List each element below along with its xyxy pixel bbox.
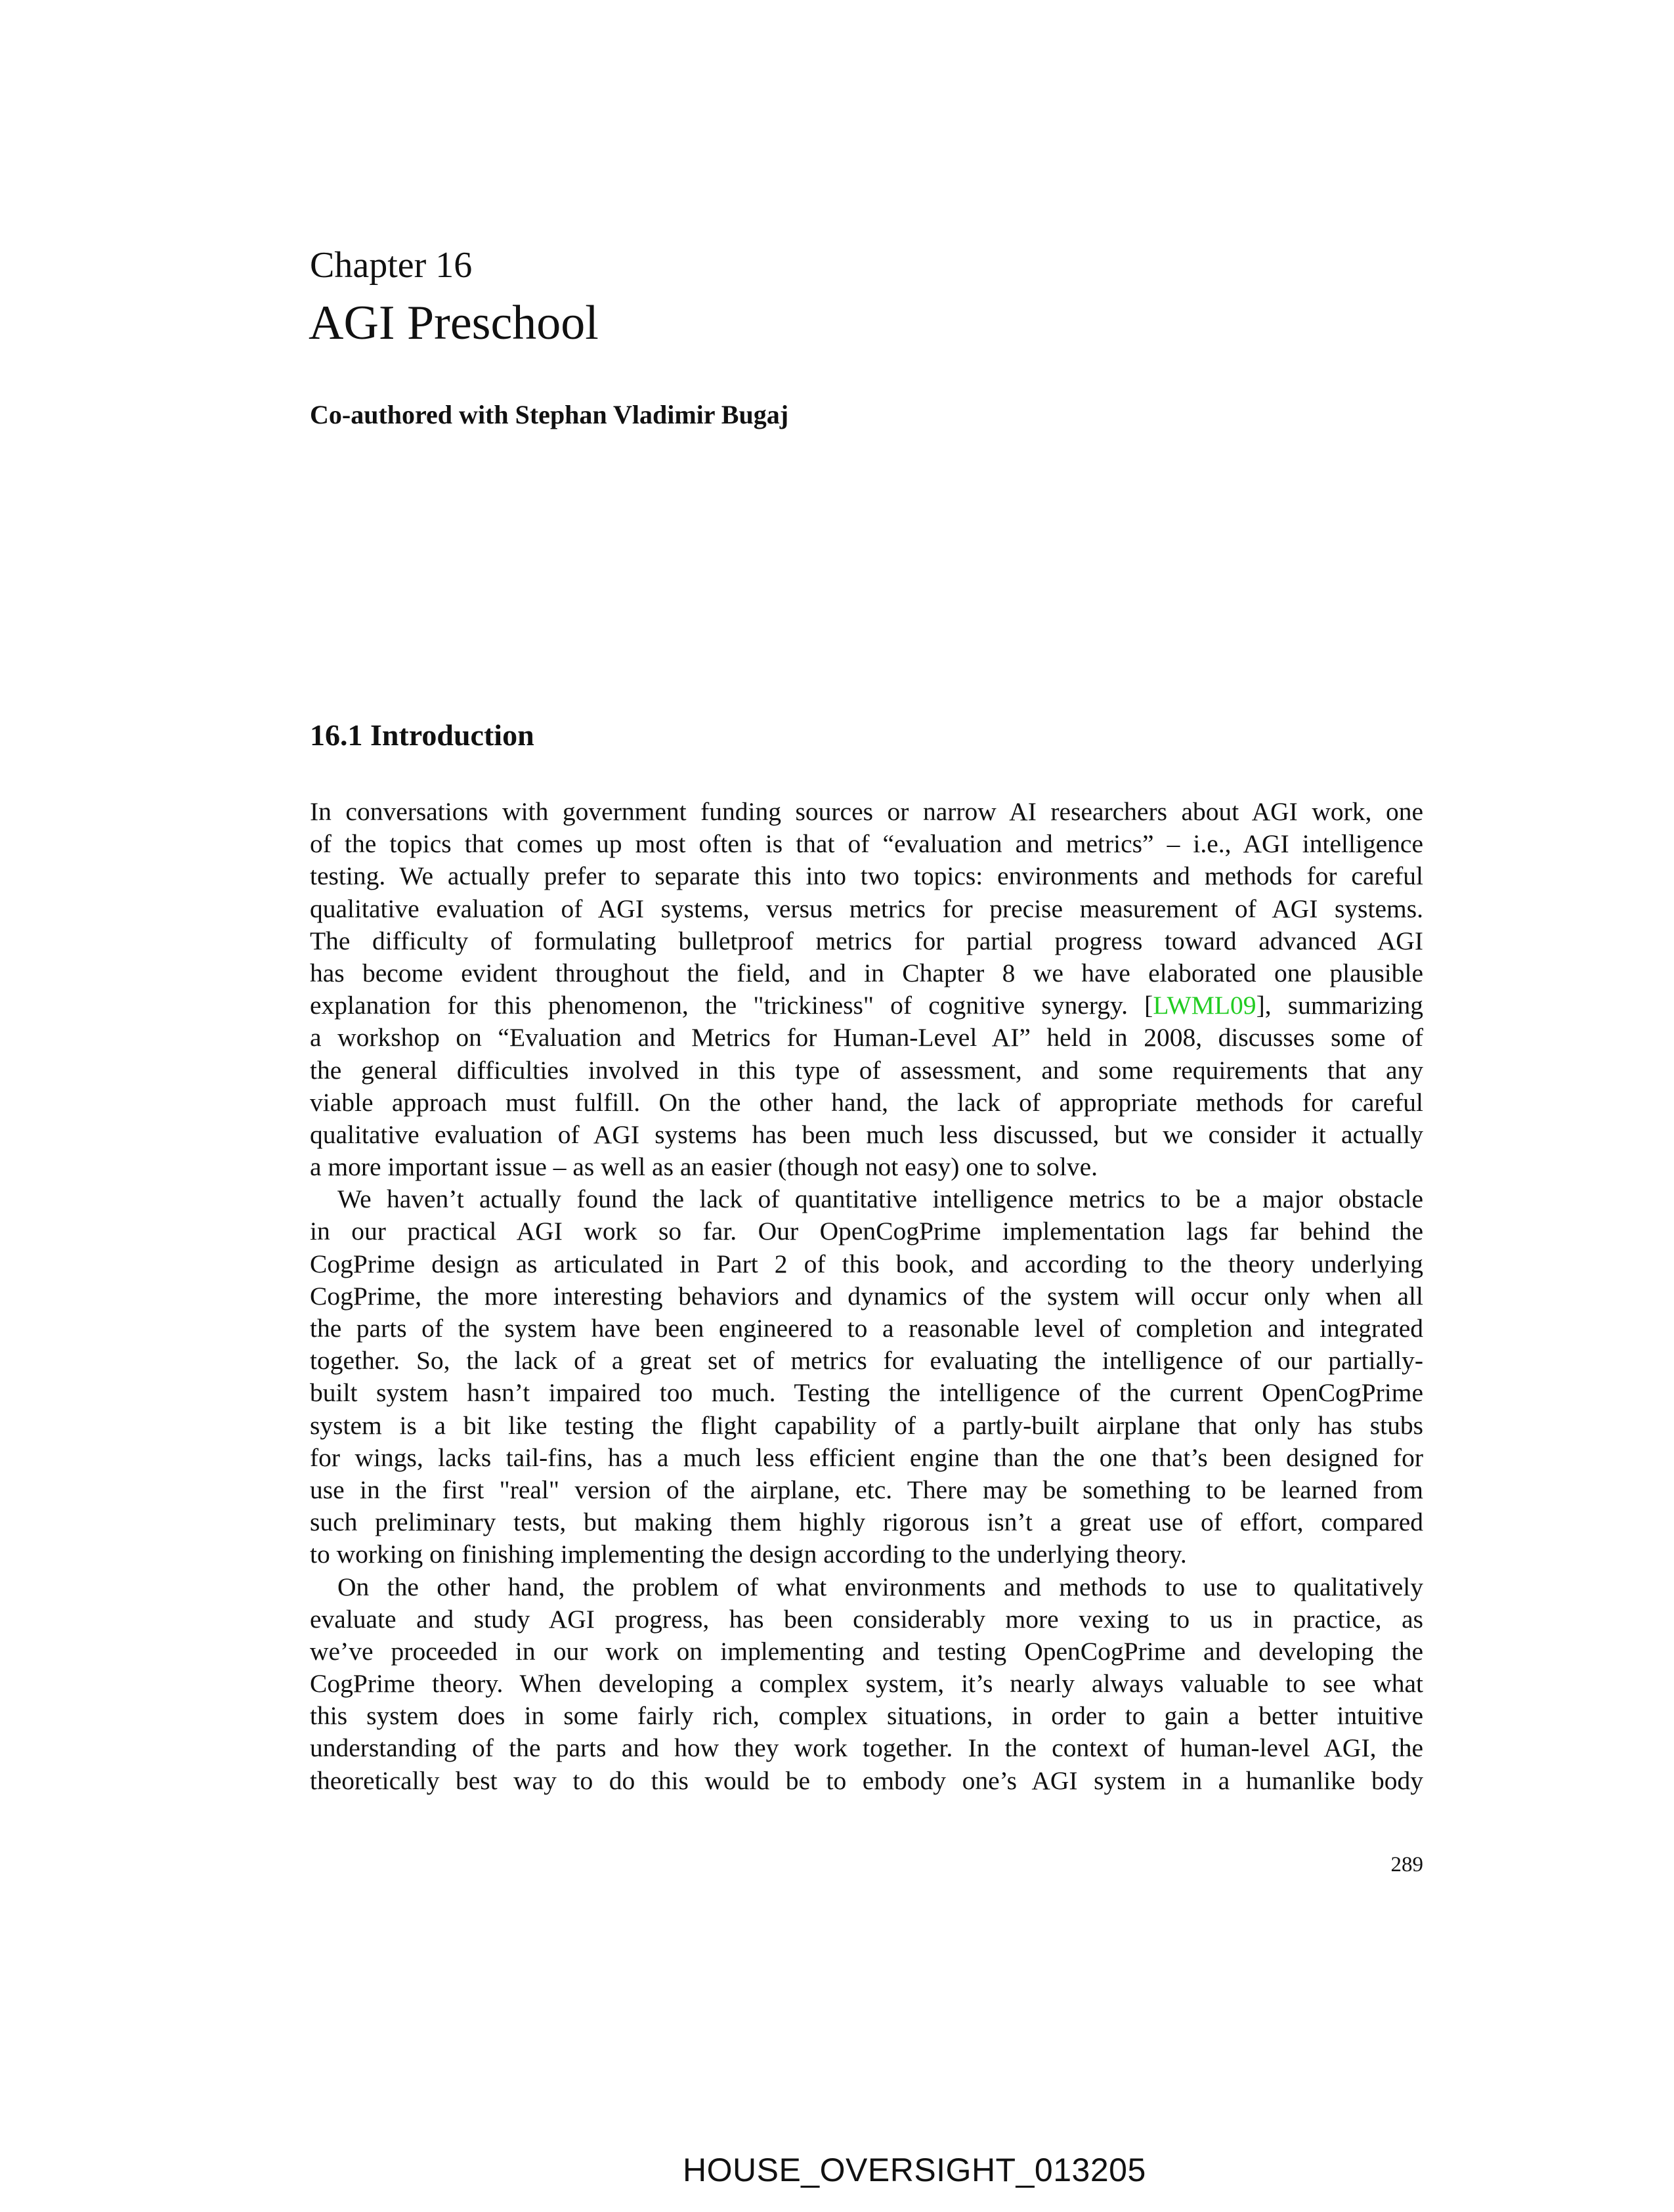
text-line: in our practical AGI work so far. Our OpenCogPrime implementation lags far behind the: [310, 1217, 1423, 1246]
text-line: we’ve proceeded in our work on implementing and testing OpenCogPrime and developing the: [310, 1636, 1423, 1666]
text-line: together. So, the lack of a great set of metrics for evaluating the intelligence of our partially-: [310, 1346, 1423, 1376]
text-line: qualitative evaluation of AGI systems has been much less discussed, but we consider it actually: [310, 1119, 1423, 1149]
coauthor-line: Co-authored with Stephan Vladimir Bugaj: [310, 400, 789, 429]
text-line: a workshop on “Evaluation and Metrics for Human-Level AI” held in 2008, discusses some of: [310, 1023, 1423, 1052]
text-line: the parts of the system have been engineered to a reasonable level of completion and integrated: [310, 1314, 1423, 1343]
chapter-title: AGI Preschool: [309, 296, 599, 350]
section-heading: 16.1 Introduction: [310, 718, 534, 752]
text-line: this system does in some fairly rich, complex situations, in order to gain a better intuitive: [310, 1701, 1423, 1731]
text-line: qualitative evaluation of AGI systems, versus metrics for precise measurement of AGI systems.: [310, 894, 1423, 923]
body-text: [310, 796, 1423, 1797]
text-line: the general difficulties involved in this type of assessment, and some requirements that any: [310, 1055, 1423, 1085]
text-line: understanding of the parts and how they work together. In the context of human-level AGI, the: [310, 1733, 1423, 1763]
paragraph: [310, 796, 1423, 1183]
text-line: CogPrime, the more interesting behaviors and dynamics of the system will occur only when all: [310, 1281, 1423, 1311]
page-number: 289: [1390, 1853, 1423, 1876]
text-segment: ], summarizing: [1256, 991, 1423, 1020]
text-line: built system hasn’t impaired too much. Testing the intelligence of the current OpenCogPrime: [310, 1378, 1423, 1408]
text-segment: explanation for this phenomenon, the "trickiness" of cognitive synergy. [: [310, 991, 1153, 1020]
text-line: evaluate and study AGI progress, has been considerably more vexing to us in practice, as: [310, 1604, 1423, 1634]
text-line: such preliminary tests, but making them highly rigorous isn’t a great use of effort, compared: [310, 1507, 1423, 1537]
text-line: CogPrime theory. When developing a complex system, it’s nearly always valuable to see what: [310, 1669, 1423, 1699]
text-line: viable approach must fulfill. On the other hand, the lack of appropriate methods for careful: [310, 1087, 1423, 1117]
text-line: We haven’t actually found the lack of quantitative intelligence metrics to be a major obstacle: [337, 1184, 1423, 1214]
text-line: [310, 989, 1423, 1022]
text-line: In conversations with government funding sources or narrow AI researchers about AGI work, one: [310, 797, 1423, 826]
text-line: to working on finishing implementing the design according to the underlying theory.: [310, 1540, 1187, 1569]
text-line: testing. We actually prefer to separate this into two topics: environments and methods for careful: [310, 861, 1423, 891]
text-line: for wings, lacks tail-fins, has a much less efficient engine than the one that’s been designed for: [310, 1442, 1423, 1472]
chapter-label: Chapter 16: [310, 245, 473, 286]
bates-stamp: HOUSE_OVERSIGHT_013205: [683, 2152, 1146, 2188]
text-line: system is a bit like testing the flight capability of a partly-built airplane that only has stubs: [310, 1410, 1423, 1440]
text-line: The difficulty of formulating bulletproof metrics for partial progress toward advanced AGI: [310, 926, 1423, 955]
paragraph: [310, 1571, 1423, 1797]
text-line: use in the first "real" version of the airplane, etc. There may be something to be learned from: [310, 1475, 1423, 1504]
text-line: On the other hand, the problem of what environments and methods to use to qualitatively: [337, 1572, 1423, 1601]
paragraph: [310, 1183, 1423, 1571]
text-line: has become evident throughout the field, and in Chapter 8 we have elaborated one plausible: [310, 958, 1423, 987]
text-line: a more important issue – as well as an easier (though not easy) one to solve.: [310, 1152, 1098, 1182]
text-line: CogPrime design as articulated in Part 2 of this book, and according to the theory underlying: [310, 1249, 1423, 1278]
text-line: theoretically best way to do this would be to embody one’s AGI system in a humanlike body: [310, 1766, 1423, 1795]
text-line: of the topics that comes up most often is that of “evaluation and metrics” – i.e., AGI intelligence: [310, 829, 1423, 859]
citation-link[interactable]: LWML09: [1153, 991, 1256, 1020]
